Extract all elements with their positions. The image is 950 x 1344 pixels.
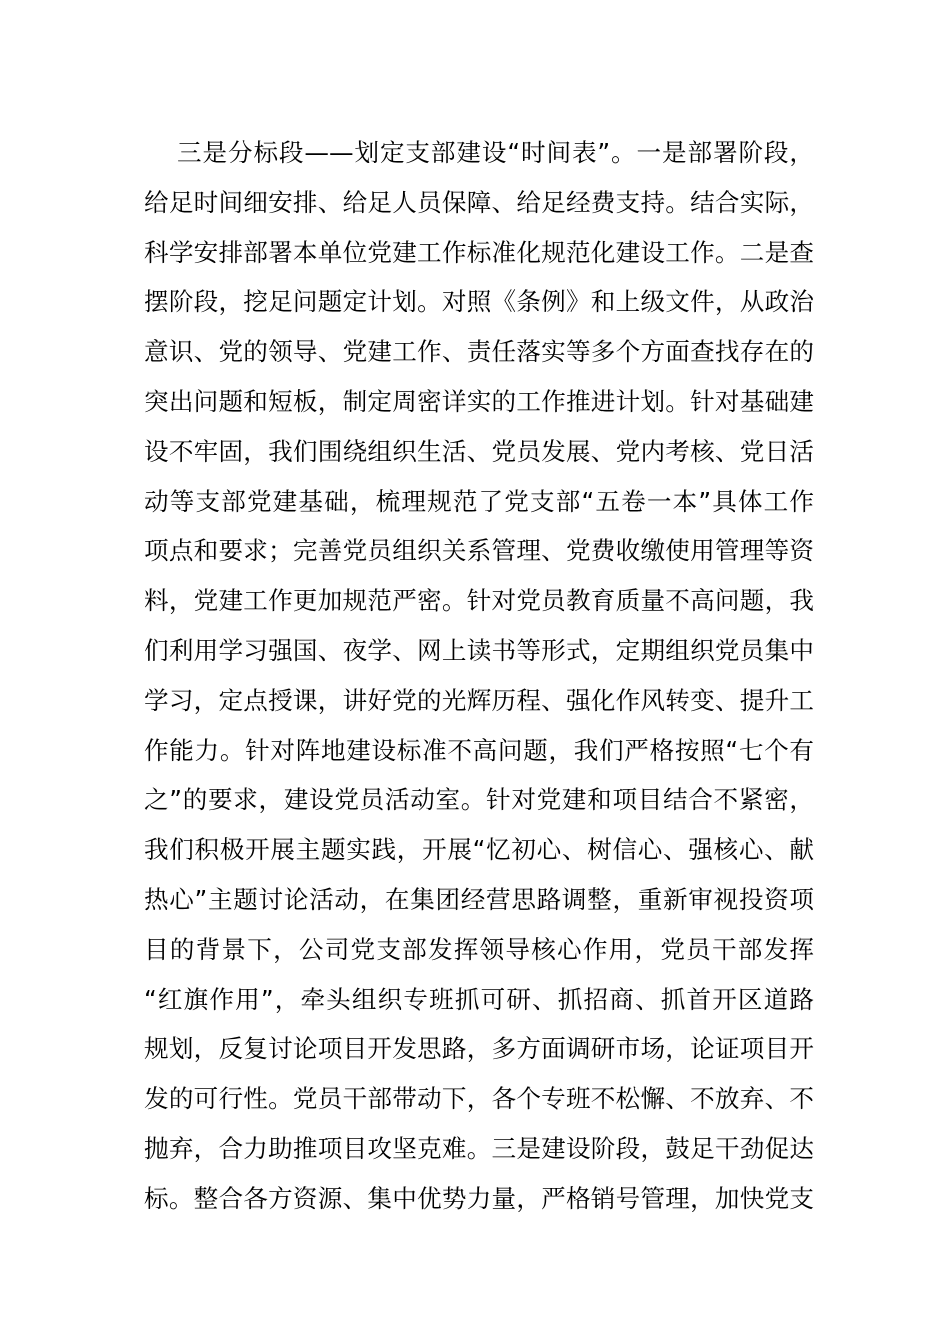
- paragraph-line: 标。整合各方资源、集中优势力量，严格销号管理，加快党支: [144, 1183, 814, 1213]
- paragraph-line: 我们积极开展主题实践，开展“忆初心、树信心、强核心、献: [144, 835, 814, 865]
- paragraph-line: 突出问题和短板，制定周密详实的工作推进计划。针对基础建: [144, 386, 814, 416]
- paragraph-line: 科学安排部署本单位党建工作标准化规范化建设工作。二是查: [144, 237, 814, 267]
- paragraph-line: 们利用学习强国、夜学、网上读书等形式，定期组织党员集中: [144, 635, 814, 665]
- paragraph-line: 发的可行性。党员干部带动下，各个专班不松懈、不放弃、不: [144, 1084, 814, 1114]
- body-paragraph: [144, 128, 814, 1224]
- paragraph-line: 目的背景下，公司党支部发挥领导核心作用，党员干部发挥: [144, 934, 814, 964]
- paragraph-line: 设不牢固，我们围绕组织生活、党员发展、党内考核、党日活: [144, 436, 814, 466]
- paragraph-line: 学习，定点授课，讲好党的光辉历程、强化作风转变、提升工: [144, 685, 814, 715]
- paragraph-line: 动等支部党建基础，梳理规范了党支部“五卷一本”具体工作: [144, 486, 814, 516]
- paragraph-line: 项点和要求；完善党员组织关系管理、党费收缴使用管理等资: [144, 536, 814, 566]
- paragraph-line: 作能力。针对阵地建设标准不高问题，我们严格按照“七个有: [144, 735, 814, 765]
- paragraph-line: 意识、党的领导、党建工作、责任落实等多个方面查找存在的: [144, 337, 814, 367]
- paragraph-line: 给足时间细安排、给足人员保障、给足经费支持。结合实际，: [144, 187, 814, 217]
- paragraph-line: 规划，反复讨论项目开发思路，多方面调研市场，论证项目开: [144, 1034, 814, 1064]
- paragraph-line: 之”的要求，建设党员活动室。针对党建和项目结合不紧密，: [144, 785, 814, 815]
- paragraph-line: 三是分标段——划定支部建设“时间表”。一是部署阶段，: [177, 138, 814, 167]
- paragraph-line: 抛弃，合力助推项目攻坚克难。三是建设阶段，鼓足干劲促达: [144, 1133, 814, 1163]
- paragraph-line: “红旗作用”，牵头组织专班抓可研、抓招商、抓首开区道路: [144, 984, 814, 1014]
- paragraph-line: 热心”主题讨论活动，在集团经营思路调整，重新审视投资项: [144, 884, 814, 914]
- paragraph-line: 摆阶段，挖足问题定计划。对照《条例》和上级文件，从政治: [144, 287, 814, 317]
- paragraph-line: 料，党建工作更加规范严密。针对党员教育质量不高问题，我: [144, 586, 814, 616]
